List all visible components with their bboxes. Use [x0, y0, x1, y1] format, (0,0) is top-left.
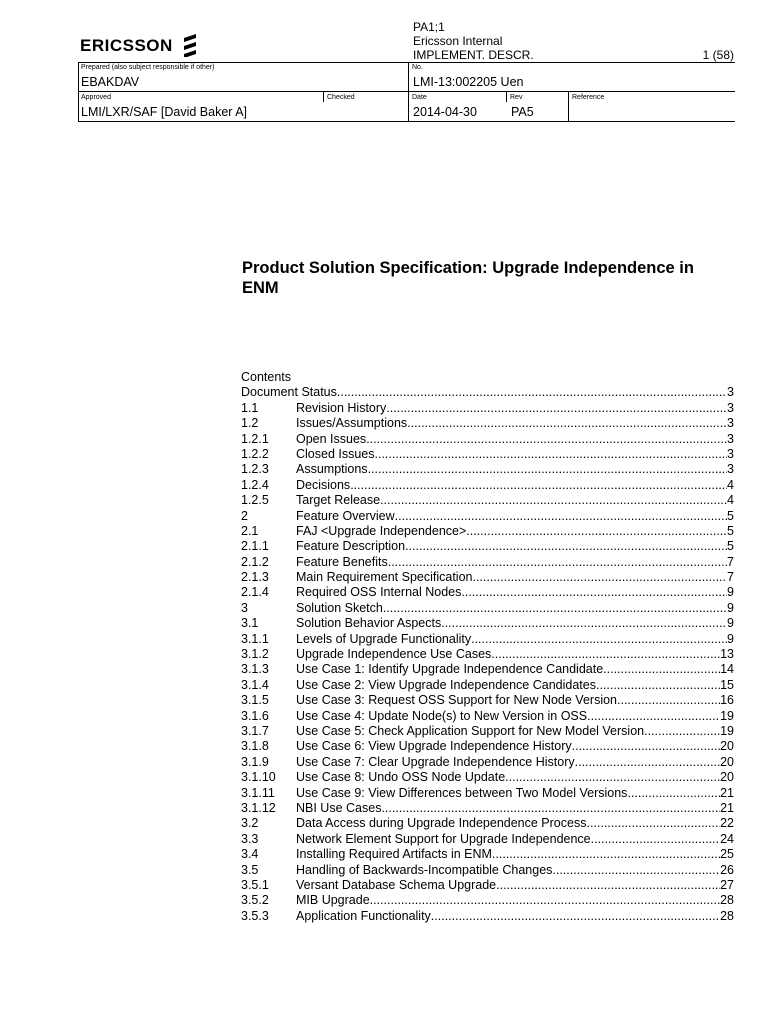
toc-entry-title: Levels of Upgrade Functionality [296, 631, 472, 646]
toc-entry[interactable] [241, 493, 734, 508]
toc-entry-leader [368, 462, 727, 477]
toc-entry-page: 20 [720, 754, 734, 769]
toc-entry-title: Feature Benefits [296, 554, 388, 569]
toc-entry-number: 3.1.2 [241, 647, 269, 662]
toc-entry-leader [350, 478, 727, 493]
toc-entry-page: 13 [720, 647, 734, 662]
toc-entry[interactable] [241, 616, 734, 631]
toc-entry-title: Target Release [296, 493, 381, 508]
toc-entry-number: 3.1.8 [241, 739, 269, 754]
toc-entry-number: 3.2 [241, 816, 259, 831]
toc-entry-leader [405, 539, 727, 554]
toc-entry-leader [491, 647, 720, 662]
toc-entry-number: 1.2 [241, 416, 259, 431]
toc-entry-number: 3 [241, 600, 248, 615]
toc-entry-page: 27 [720, 877, 734, 892]
toc-entry[interactable] [241, 401, 734, 416]
toc-entry-title: Application Functionality [296, 908, 431, 923]
toc-entry-number: 3.5.3 [241, 908, 269, 923]
toc-entry-title: Use Case 2: View Upgrade Independence Candidates [296, 677, 596, 692]
toc-entry-title: Required OSS Internal Nodes [296, 585, 462, 600]
toc-entry[interactable] [241, 662, 734, 677]
toc-entry-number: 1.2.2 [241, 446, 269, 461]
toc-entry-page: 7 [727, 554, 734, 569]
toc-entry-title: Use Case 6: View Upgrade Independence History [296, 739, 572, 754]
document-type: IMPLEMENT. DESCR. [413, 48, 534, 62]
toc-entry-number: 3.3 [241, 831, 259, 846]
toc-entry-leader [496, 878, 720, 893]
table-of-contents [241, 370, 734, 924]
toc-entry-leader [380, 493, 727, 508]
toc-entry-leader [441, 616, 727, 631]
toc-entry-title: Network Element Support for Upgrade Independence [296, 831, 591, 846]
toc-entry-page: 25 [720, 847, 734, 862]
toc-entry-leader [587, 709, 720, 724]
toc-entry-title: Use Case 8: Undo OSS Node Update [296, 770, 506, 785]
toc-entry-title: Data Access during Upgrade Independence Process [296, 816, 587, 831]
toc-entry-leader [575, 755, 720, 770]
toc-heading: Contents [241, 370, 292, 384]
toc-entry-page: 5 [727, 508, 734, 523]
toc-entry-page: 19 [720, 708, 734, 723]
toc-entry[interactable] [241, 863, 734, 878]
toc-entry-leader [603, 662, 720, 677]
toc-entry[interactable] [241, 416, 734, 431]
toc-entry-number: 1.2.1 [241, 431, 269, 446]
toc-entry-title: Revision History [296, 400, 387, 415]
toc-entry-page: 22 [720, 816, 734, 831]
toc-entry-title: Use Case 5: Check Application Support for New Model Version [296, 723, 645, 738]
toc-entry-number: 3.1.10 [241, 770, 276, 785]
toc-entry-number: 2.1.1 [241, 539, 269, 554]
toc-entry[interactable] [241, 509, 734, 524]
toc-entry-leader [407, 416, 727, 431]
toc-entry-number: 3.1.9 [241, 754, 269, 769]
prepared-label: Prepared (also subject responsible if other) [81, 64, 215, 71]
classification-line-1: PA1;1 [413, 20, 445, 34]
table-divider-rev [506, 92, 507, 102]
toc-entry-number: 3.5 [241, 862, 259, 877]
date-label: Date [412, 94, 427, 101]
toc-entry-title: Use Case 1: Identify Upgrade Independence Candidate [296, 662, 604, 677]
toc-entry-leader [383, 601, 727, 616]
toc-entry-number: 2 [241, 508, 248, 523]
toc-entry-title: Solution Behavior Aspects [296, 616, 442, 631]
toc-list [241, 385, 734, 924]
toc-entry[interactable] [241, 432, 734, 447]
toc-entry[interactable] [241, 724, 734, 739]
toc-entry-title: Versant Database Schema Upgrade [296, 877, 497, 892]
toc-entry-number: 1.2.5 [241, 493, 269, 508]
toc-entry-page: 5 [727, 539, 734, 554]
toc-entry[interactable] [241, 601, 734, 616]
reference-label: Reference [572, 94, 605, 101]
toc-entry-number: 1.2.4 [241, 477, 269, 492]
toc-entry[interactable] [241, 385, 734, 400]
toc-entry-number: 3.4 [241, 847, 259, 862]
toc-entry-leader [388, 555, 727, 570]
toc-entry-number: 3.1.5 [241, 693, 269, 708]
toc-entry-number: 3.1.12 [241, 800, 276, 815]
toc-entry-page: 21 [720, 785, 734, 800]
toc-entry-page: 7 [727, 570, 734, 585]
toc-entry-page: 5 [727, 523, 734, 538]
table-divider-reference [568, 92, 569, 122]
doc-number-value: LMI-13:002205 Uen [413, 75, 524, 89]
toc-entry-title: Document Status [241, 385, 337, 400]
toc-entry-title: Open Issues [296, 431, 367, 446]
toc-entry-title: Main Requirement Specification [296, 570, 473, 585]
toc-entry[interactable] [241, 893, 734, 908]
toc-entry[interactable] [241, 786, 734, 801]
table-top-border [78, 62, 735, 63]
toc-entry-number: 3.5.2 [241, 893, 269, 908]
toc-entry-leader [617, 693, 720, 708]
toc-entry-leader [586, 816, 720, 831]
toc-entry-title: Closed Issues [296, 446, 375, 461]
toc-entry-title: Upgrade Independence Use Cases [296, 647, 492, 662]
rev-value: PA5 [511, 105, 534, 119]
toc-entry-number: 3.1.6 [241, 708, 269, 723]
toc-entry[interactable] [241, 570, 734, 585]
toc-entry-leader [552, 863, 720, 878]
toc-entry-title: FAJ <Upgrade Independence> [296, 523, 467, 538]
toc-entry-number: 3.1.7 [241, 723, 269, 738]
toc-entry-page: 15 [720, 677, 734, 692]
toc-entry-leader [471, 632, 727, 647]
toc-entry-page: 3 [727, 431, 734, 446]
toc-entry-title: NBI Use Cases [296, 800, 382, 815]
toc-entry[interactable] [241, 816, 734, 831]
toc-entry-leader [505, 770, 720, 785]
toc-entry[interactable] [241, 909, 734, 924]
approved-value: LMI/LXR/SAF [David Baker A] [81, 105, 248, 119]
table-middle-border [78, 91, 735, 92]
toc-entry-title: Use Case 9: View Differences between Two Model Versions [296, 785, 628, 800]
document-title: Product Solution Specification: Upgrade Independence in ENM [242, 259, 694, 297]
toc-entry-title: Feature Description [296, 539, 406, 554]
toc-entry[interactable] [241, 801, 734, 816]
toc-entry-page: 3 [727, 400, 734, 415]
toc-entry-title: Decisions [296, 477, 351, 492]
toc-entry-number: 3.1 [241, 616, 259, 631]
toc-entry-title: Use Case 3: Request OSS Support for New Node Version [296, 693, 617, 708]
toc-entry-leader [431, 909, 720, 924]
table-divider-main [408, 62, 409, 122]
toc-entry-number: 2.1.2 [241, 554, 269, 569]
company-logo-text: ERICSSON [80, 36, 173, 55]
toc-entry-page: 4 [727, 477, 734, 492]
toc-entry-page: 14 [720, 662, 734, 677]
toc-entry-leader [572, 739, 720, 754]
toc-entry-number: 2.1.3 [241, 570, 269, 585]
toc-entry-page: 9 [727, 600, 734, 615]
toc-entry-page: 21 [720, 800, 734, 815]
toc-entry-number: 3.5.1 [241, 877, 269, 892]
toc-entry-leader [366, 432, 727, 447]
toc-entry-title: Installing Required Artifacts in ENM [296, 847, 492, 862]
table-divider-checked [323, 92, 324, 102]
toc-entry-number: 3.1.4 [241, 677, 269, 692]
toc-entry-page: 16 [720, 693, 734, 708]
toc-entry-leader [466, 524, 727, 539]
toc-entry-page: 28 [720, 893, 734, 908]
toc-entry[interactable] [241, 555, 734, 570]
toc-entry-leader [375, 447, 728, 462]
date-value: 2014-04-30 [413, 105, 477, 119]
toc-entry-page: 3 [727, 462, 734, 477]
toc-entry-number: 2.1.4 [241, 585, 269, 600]
toc-entry[interactable] [241, 693, 734, 708]
page-number: 1 (58) [702, 48, 734, 62]
toc-entry-leader [395, 509, 727, 524]
toc-entry-page: 3 [727, 446, 734, 461]
checked-label: Checked [327, 94, 355, 101]
doc-number-label: No. [412, 64, 423, 71]
toc-entry-leader [644, 724, 720, 739]
table-bottom-border [78, 121, 735, 122]
toc-entry-page: 20 [720, 739, 734, 754]
toc-entry-title: Assumptions [296, 462, 368, 477]
toc-entry-number: 3.1.3 [241, 662, 269, 677]
toc-entry[interactable] [241, 478, 734, 493]
toc-entry-leader [381, 801, 720, 816]
toc-entry[interactable] [241, 647, 734, 662]
toc-entry-leader [472, 570, 727, 585]
toc-entry-leader [337, 385, 727, 400]
toc-entry-title: Feature Overview [296, 508, 395, 523]
toc-entry-page: 9 [727, 585, 734, 600]
toc-entry-page: 3 [727, 416, 734, 431]
toc-entry[interactable] [241, 524, 734, 539]
toc-entry-leader [461, 585, 727, 600]
toc-entry-number: 2.1 [241, 523, 259, 538]
toc-entry-title: Solution Sketch [296, 600, 383, 615]
toc-entry[interactable] [241, 539, 734, 554]
toc-entry-number: 1.2.3 [241, 462, 269, 477]
toc-entry[interactable] [241, 585, 734, 600]
toc-entry[interactable] [241, 462, 734, 477]
classification-line-2: Ericsson Internal [413, 34, 503, 48]
toc-entry-number: 3.1.11 [241, 785, 275, 800]
toc-entry-leader [386, 401, 727, 416]
toc-entry-leader [627, 786, 720, 801]
toc-entry-leader [370, 893, 720, 908]
toc-entry[interactable] [241, 447, 734, 462]
toc-entry-page: 4 [727, 493, 734, 508]
toc-entry-page: 26 [720, 862, 734, 877]
toc-entry-title: Use Case 7: Clear Upgrade Independence History [296, 754, 575, 769]
approved-label: Approved [81, 94, 111, 101]
toc-entry[interactable] [241, 678, 734, 693]
toc-entry[interactable] [241, 709, 734, 724]
toc-entry-number: 3.1.1 [241, 631, 269, 646]
toc-entry-page: 9 [727, 616, 734, 631]
toc-entry-title: Use Case 4: Update Node(s) to New Version in OSS [296, 708, 588, 723]
toc-entry-page: 9 [727, 631, 734, 646]
prepared-value: EBAKDAV [81, 75, 140, 89]
toc-entry[interactable] [241, 739, 734, 754]
toc-entry[interactable] [241, 632, 734, 647]
toc-entry[interactable] [241, 847, 734, 862]
toc-entry-leader [492, 847, 720, 862]
toc-entry[interactable] [241, 770, 734, 785]
toc-entry-leader [596, 678, 720, 693]
toc-entry-title: Handling of Backwards-Incompatible Changes [296, 862, 553, 877]
toc-entry[interactable] [241, 878, 734, 893]
toc-entry-leader [591, 832, 720, 847]
toc-entry[interactable] [241, 755, 734, 770]
toc-entry[interactable] [241, 832, 734, 847]
ericsson-logo-icon [180, 33, 200, 57]
toc-entry-page: 20 [720, 770, 734, 785]
toc-entry-title: MIB Upgrade [296, 893, 370, 908]
toc-entry-page: 19 [720, 723, 734, 738]
toc-entry-page: 24 [720, 831, 734, 846]
toc-entry-page: 3 [727, 385, 734, 400]
table-left-border [78, 62, 79, 122]
rev-label: Rev [510, 94, 523, 101]
toc-entry-title: Issues/Assumptions [296, 416, 408, 431]
toc-entry-page: 28 [720, 908, 734, 923]
toc-entry-number: 1.1 [241, 400, 259, 415]
